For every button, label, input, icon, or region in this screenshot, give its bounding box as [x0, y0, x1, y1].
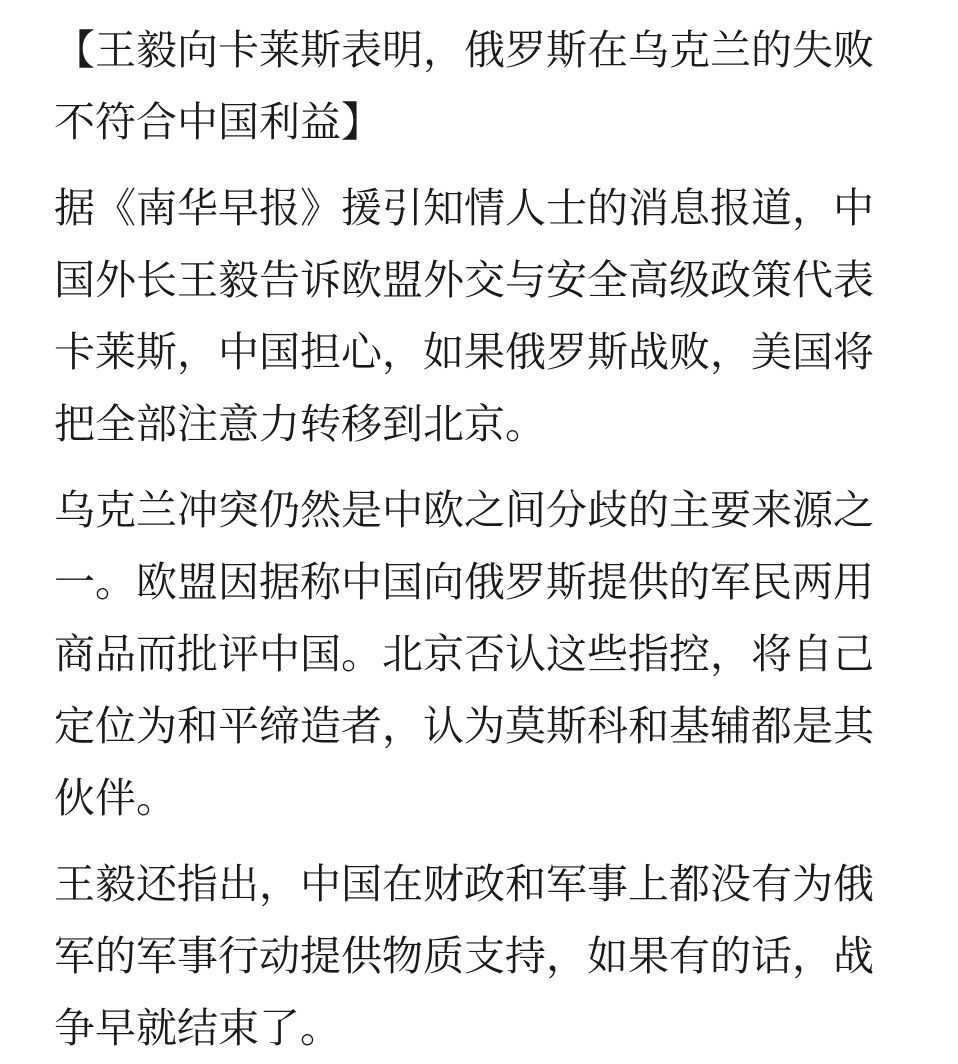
article-title: 【王毅向卡莱斯表明，俄罗斯在乌克兰的失败不符合中国利益】 — [54, 26, 874, 146]
article-paragraph-1: 据《南华早报》援引知情人士的消息报道，中国外长王毅告诉欧盟外交与安全高级政策代表卡莱斯，中国担心，如果俄罗斯战败，美国将把全部注意力转移到北京。 — [54, 184, 874, 448]
article-paragraph-3: 王毅还指出，中国在财政和军事上都没有为俄军的军事行动提供物质支持，如果有的话，战争早就结束了。 — [54, 860, 874, 1052]
article-body — [54, 14, 910, 1064]
article-paragraph-2: 乌克兰冲突仍然是中欧之间分歧的主要来源之一。欧盟因据称中国向俄罗斯提供的军民两用商品而批评中国。北京否认这些指控，将自己定位为和平缔造者，认为莫斯科和基辅都是其伙伴。 — [54, 486, 874, 822]
